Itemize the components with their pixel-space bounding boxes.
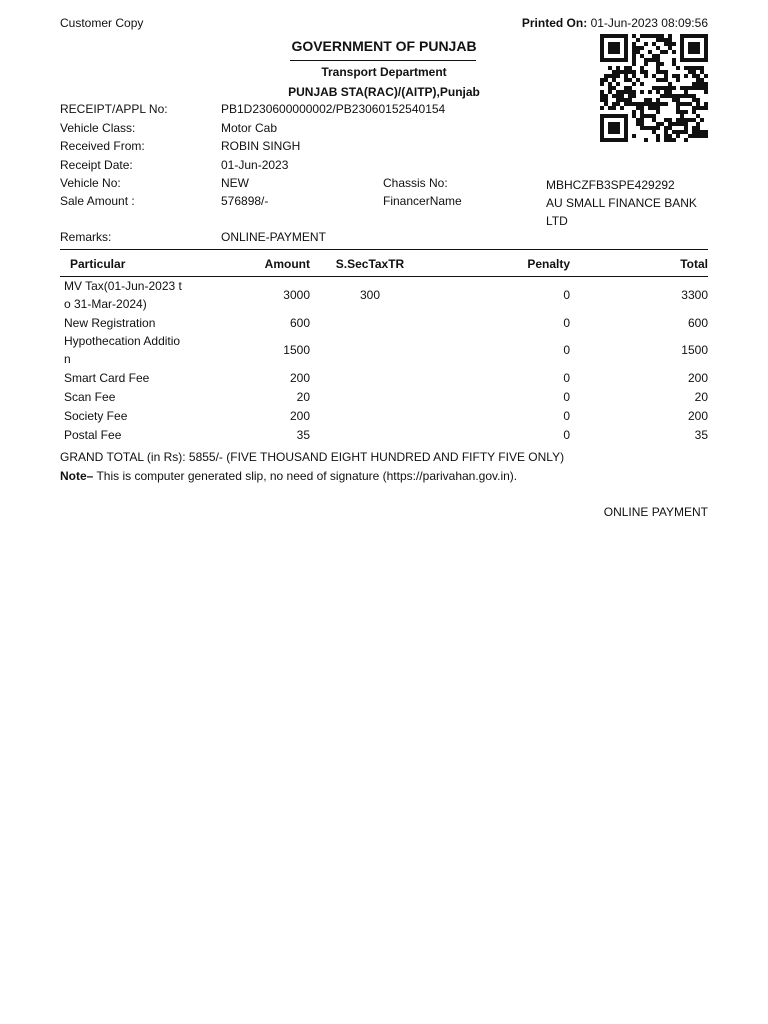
department-name: Transport Department <box>321 65 447 79</box>
cell-penalty: 0 <box>563 427 570 442</box>
cell-penalty: 0 <box>563 343 570 357</box>
cell-amount: 3000 <box>283 288 310 302</box>
cell-ssectaxtr: 300 <box>359 288 381 302</box>
cell-total: 35 <box>694 427 708 442</box>
cell-particular: Hypothecation Additio n <box>64 334 181 366</box>
cell-total: 3300 <box>681 288 708 302</box>
chassis-no-label: Chassis No: <box>383 176 448 190</box>
printed-on-value: 01-Jun-2023 08:09:56 <box>590 16 708 30</box>
financer-value: AU SMALL FINANCE BANK LTD <box>546 196 697 228</box>
cell-amount: 35 <box>296 427 310 442</box>
table-row <box>60 277 708 314</box>
vehicle-no-value: NEW <box>221 176 249 190</box>
financer-label: FinancerName <box>383 194 462 208</box>
vehicle-class-value: Motor Cab <box>221 121 278 135</box>
cell-amount: 1500 <box>283 343 310 357</box>
table-row <box>60 368 708 387</box>
sale-amount-label: Sale Amount : <box>60 194 135 208</box>
receipt-date-value: 01-Jun-2023 <box>221 158 289 172</box>
cell-particular: Smart Card Fee <box>64 370 150 385</box>
chassis-no-value: MBHCZFB3SPE429292 <box>546 178 675 192</box>
printed-on <box>522 16 708 30</box>
col-amount: Amount <box>200 251 310 277</box>
cell-particular: New Registration <box>64 315 156 330</box>
cell-total: 20 <box>694 389 708 404</box>
table-row <box>60 406 708 425</box>
table-row <box>60 332 708 368</box>
cell-ssectaxtr <box>310 332 430 368</box>
receipt-no-value: PB1D230600000002/PB23060152540154 <box>221 102 446 116</box>
remarks-value: ONLINE-PAYMENT <box>221 230 326 244</box>
receipt-date-label: Receipt Date: <box>60 158 133 172</box>
cell-penalty: 0 <box>563 315 570 330</box>
cell-ssectaxtr <box>310 368 430 387</box>
qr-code-icon <box>600 34 708 142</box>
cell-amount: 200 <box>289 370 310 385</box>
office-name: PUNJAB STA(RAC)/(AITP),Punjab <box>288 85 480 99</box>
title-underline <box>290 60 476 61</box>
cell-ssectaxtr <box>310 406 430 425</box>
cell-ssectaxtr <box>310 387 430 406</box>
cell-total: 1500 <box>681 343 708 357</box>
table-row <box>60 425 708 444</box>
table-top-divider <box>60 249 708 250</box>
col-ssectaxtr: S.SecTaxTR <box>310 251 430 277</box>
grand-total: GRAND TOTAL (in Rs): 5855/- (FIVE THOUSAND EIGHT HUNDRED AND FIFTY FIVE ONLY) <box>60 450 565 464</box>
cell-penalty: 0 <box>563 389 570 404</box>
received-from-label: Received From: <box>60 139 145 153</box>
cell-ssectaxtr <box>310 425 430 444</box>
printed-on-label: Printed On: <box>521 16 588 30</box>
page-title: GOVERNMENT OF PUNJAB <box>291 38 477 54</box>
cell-penalty: 0 <box>563 288 570 302</box>
col-penalty: Penalty <box>430 251 570 277</box>
sale-amount-value: 576898/- <box>221 194 269 208</box>
vehicle-no-label: Vehicle No: <box>60 176 121 190</box>
cell-amount: 200 <box>289 408 310 423</box>
received-from-value: ROBIN SINGH <box>221 139 301 153</box>
cell-amount: 20 <box>296 389 310 404</box>
cell-particular: Scan Fee <box>64 389 116 404</box>
cell-particular: Society Fee <box>64 408 128 423</box>
payment-mode: ONLINE PAYMENT <box>603 505 708 519</box>
cell-total: 200 <box>687 370 708 385</box>
col-particular: Particular <box>60 251 200 277</box>
note-label: Note– <box>60 469 94 483</box>
receipt-no-label: RECEIPT/APPL No: <box>60 102 168 116</box>
cell-particular: Postal Fee <box>64 427 122 442</box>
note <box>60 469 517 483</box>
cell-penalty: 0 <box>563 370 570 385</box>
copy-label: Customer Copy <box>60 16 144 30</box>
vehicle-class-label: Vehicle Class: <box>60 121 136 135</box>
cell-amount: 600 <box>289 315 310 330</box>
cell-total: 600 <box>687 315 708 330</box>
note-text: This is computer generated slip, no need of signature (https://parivahan.gov.in). <box>93 469 518 483</box>
cell-penalty: 0 <box>563 408 570 423</box>
table-row <box>60 387 708 406</box>
col-total: Total <box>570 251 708 277</box>
table-row <box>60 313 708 332</box>
cell-ssectaxtr <box>310 313 430 332</box>
table-header-row <box>60 251 708 277</box>
cell-particular: MV Tax(01-Jun-2023 t o 31-Mar-2024) <box>64 279 182 311</box>
fee-table <box>60 251 708 444</box>
remarks-label: Remarks: <box>60 230 112 244</box>
cell-total: 200 <box>687 408 708 423</box>
